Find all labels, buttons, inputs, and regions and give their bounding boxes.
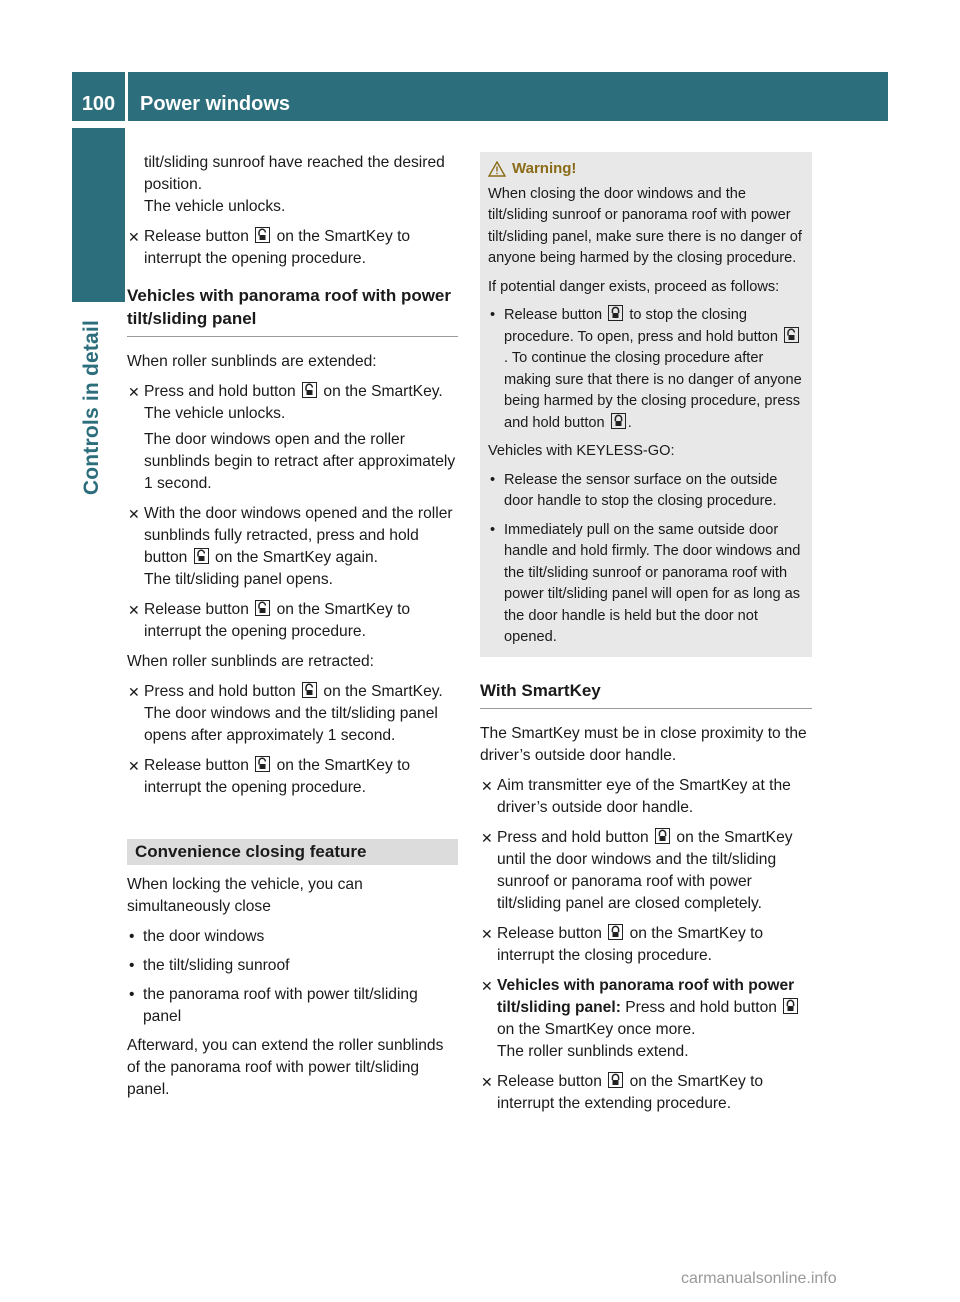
step-arrow-icon: ✕ [481, 829, 493, 846]
step-arrow-icon: ✕ [128, 602, 140, 618]
step-arrow-icon: ✕ [128, 506, 140, 522]
section-heading-panorama: Vehicles with panorama roof with power tilt/sliding panel [127, 284, 458, 337]
paragraph: The SmartKey must be in close proximity to the driver’s outside door handle. [480, 724, 807, 764]
lock-icon [608, 924, 623, 940]
warning-title: Warning! [488, 158, 804, 180]
header-divider [125, 72, 128, 121]
paragraph: Afterward, you can extend the roller sunblinds of the panorama roof with power tilt/sliding panel. [127, 1037, 444, 1098]
step-item: ✕ Press and hold button on the SmartKey until the door windows and the tilt/sliding sunroof or panorama roof with power tilt/sliding panel are closed completely. [481, 828, 793, 912]
left-column [127, 152, 458, 1109]
paragraph: When roller sunblinds are extended: [127, 353, 377, 370]
section-heading-convenience: Convenience closing feature [127, 839, 458, 865]
step-arrow-icon: ✕ [481, 977, 493, 994]
list-item: • Immediately pull on the same outside door handle and hold firmly. The door windows and the tilt/sliding sunroof or panorama roof with power tilt/sliding panel will open for as long as the door handle is held but the door not opened. [490, 521, 801, 645]
unlock-icon [784, 327, 799, 343]
paragraph: When roller sunblinds are retracted: [127, 653, 375, 670]
list-item: • Release button to stop the closing procedure. To open, press and hold button . To continue the closing procedure after making sure that there is no danger of anyone being harmed by the closing procedure, press and hold button . [490, 307, 802, 431]
unlock-icon [194, 548, 209, 564]
unlock-icon [255, 227, 270, 243]
step-item: ✕ Release button on the SmartKey to interrupt the opening procedure. [128, 601, 411, 640]
step-arrow-icon: ✕ [128, 684, 140, 700]
unlock-icon [255, 600, 270, 616]
side-label: Controls in detail [80, 320, 103, 496]
step-item: ✕ Release button on the SmartKey to interrupt the closing procedure. [481, 924, 764, 964]
unlock-icon [302, 382, 317, 398]
lock-icon [783, 998, 798, 1014]
list-item: • the tilt/sliding sunroof [129, 957, 290, 974]
unlock-icon [255, 756, 270, 772]
step-item: ✕ Press and hold button on the SmartKey. The vehicle unlocks. The door windows open and the roller sunblinds begin to retract after approximately 1 second. [127, 381, 458, 495]
page-number: 100 [81, 93, 116, 115]
step-result: The door windows open and the roller sunblinds begin to retract after approximately 1 second. [144, 431, 456, 492]
paragraph: tilt/sliding sunroof have reached the desired position. The vehicle unlocks. [144, 154, 445, 215]
warning-box [480, 152, 812, 657]
step-arrow-icon: ✕ [128, 384, 140, 400]
warning-triangle-icon [488, 161, 506, 177]
step-item: ✕ Release button on the SmartKey to interrupt the opening procedure. [128, 757, 411, 796]
step-item: ✕ With the door windows opened and the roller sunblinds fully retracted, press and hold button on the SmartKey again. The tilt/sliding panel opens. [128, 505, 453, 588]
lock-icon [608, 1072, 623, 1088]
step-item: ✕ Aim transmitter eye of the SmartKey at the driver’s outside door handle. [481, 776, 791, 816]
step-item: ✕ Release button on the SmartKey to interrupt the extending procedure. [481, 1072, 764, 1112]
step-arrow-icon: ✕ [128, 758, 140, 774]
list-item: • the door windows [129, 928, 265, 945]
right-column [480, 152, 812, 1123]
list-item: • the panorama roof with power tilt/sliding panel [129, 986, 418, 1025]
step-arrow-icon: ✕ [481, 925, 493, 942]
watermark: carmanualsonline.info [681, 1270, 837, 1287]
step-arrow-icon: ✕ [128, 229, 140, 245]
lock-icon [608, 305, 623, 321]
lock-icon [611, 413, 626, 429]
warning-paragraph: If potential danger exists, proceed as follows: [488, 278, 780, 295]
step-arrow-icon: ✕ [481, 777, 493, 794]
paragraph: When locking the vehicle, you can simultaneously close [127, 876, 363, 915]
warning-paragraph: Vehicles with KEYLESS-GO: [488, 443, 675, 459]
unlock-icon [302, 682, 317, 698]
page-title: Power windows [140, 93, 291, 115]
list-item: • Release the sensor surface on the outside door handle to stop the closing procedure. [490, 471, 778, 509]
step-arrow-icon: ✕ [481, 1073, 493, 1090]
step-item: ✕ Press and hold button on the SmartKey. The door windows and the tilt/sliding panel opens after approximately 1 second. [128, 683, 443, 744]
step-item: ✕ Vehicles with panorama roof with power tilt/sliding panel: Press and hold button on the SmartKey once more. The roller sunblinds extend. [480, 975, 812, 1063]
lock-icon [655, 828, 670, 844]
warning-paragraph: When closing the door windows and the tilt/sliding sunroof or panorama roof with power tilt/sliding panel, make sure there is no danger of anyone being harmed by the closing procedure. [488, 185, 802, 266]
side-tab [72, 128, 125, 302]
step-item: ✕ Release button on the SmartKey to interrupt the opening procedure. [128, 228, 411, 267]
section-heading-smartkey: With SmartKey [480, 679, 812, 709]
